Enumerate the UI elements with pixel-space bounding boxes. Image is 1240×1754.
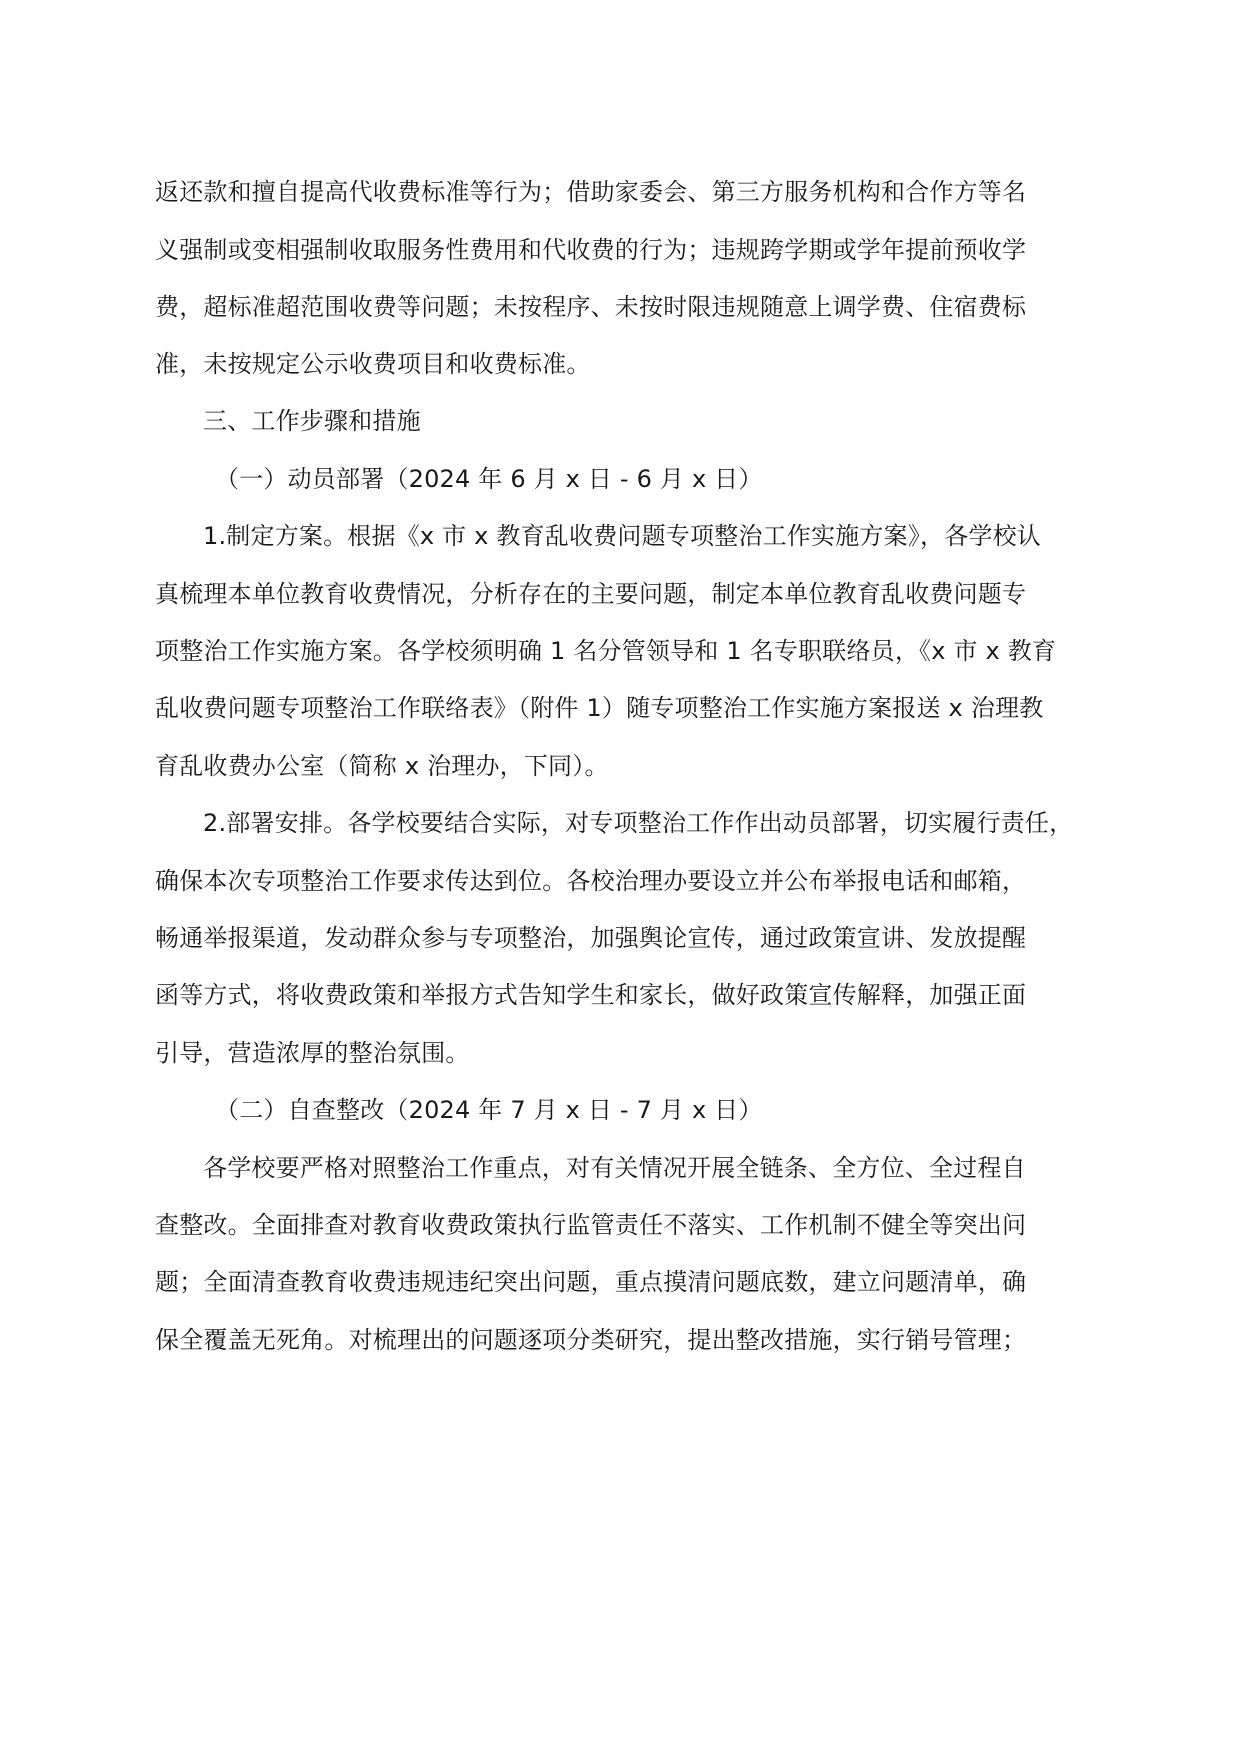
body-text-line: 真梳理本单位教育收费情况，分析存在的主要问题，制定本单位教育乱收费问题专 [155,580,1027,608]
body-text-line: 2.部署安排。各学校要结合实际，对专项整治工作作出动员部署，切实履行责任， [203,809,1074,837]
body-text-line: 函等方式，将收费政策和举报方式告知学生和家长，做好政策宣传解释，加强正面 [155,981,1027,1009]
body-text-line: 乱收费问题专项整治工作联络表》（附件 1）随专项整治工作实施方案报送 x 治理教 [155,694,1044,722]
body-text-line: 费，超标准超范围收费等问题；未按程序、未按时限违规随意上调学费、住宿费标 [155,293,1027,321]
body-text-line: 返还款和擅自提高代收费标准等行为；借助家委会、第三方服务机构和合作方等名 [155,178,1027,206]
body-text-line: 准，未按规定公示收费项目和收费标准。 [155,350,591,378]
body-text-line: 项整治工作实施方案。各学校须明确 1 名分管领导和 1 名专职联络员，《x 市 x 教育 [155,637,1057,665]
body-text-line: 题；全面清查教育收费违规违纪突出问题，重点摸清问题底数，建立问题清单，确 [155,1268,1027,1296]
body-text-line: 1.制定方案。根据《x 市 x 教育乱收费问题专项整治工作实施方案》，各学校认 [203,522,1041,550]
subsection-heading: （二）自查整改（2024 年 7 月 x 日 - 7 月 x 日） [215,1096,763,1124]
section-heading: 三、工作步骤和措施 [203,407,421,435]
body-text-line: 畅通举报渠道，发动群众参与专项整治，加强舆论宣传，通过政策宣讲、发放提醒 [155,924,1027,952]
body-text-line: 引导，营造浓厚的整治氛围。 [155,1039,470,1067]
subsection-heading: （一）动员部署（2024 年 6 月 x 日 - 6 月 x 日） [215,465,763,493]
body-text-line: 保全覆盖无死角。对梳理出的问题逐项分类研究，提出整改措施，实行销号管理； [155,1326,1027,1354]
body-text-line: 义强制或变相强制收取服务性费用和代收费的行为；违规跨学期或学年提前预收学 [155,236,1027,264]
body-text-line: 各学校要严格对照整治工作重点，对有关情况开展全链条、全方位、全过程自 [203,1154,1026,1182]
body-text-line: 育乱收费办公室（简称 x 治理办，下同）。 [155,752,609,780]
body-text-line: 确保本次专项整治工作要求传达到位。各校治理办要设立并公布举报电话和邮箱， [155,867,1027,895]
body-text-line: 查整改。全面排查对教育收费政策执行监管责任不落实、工作机制不健全等突出问 [155,1211,1027,1239]
